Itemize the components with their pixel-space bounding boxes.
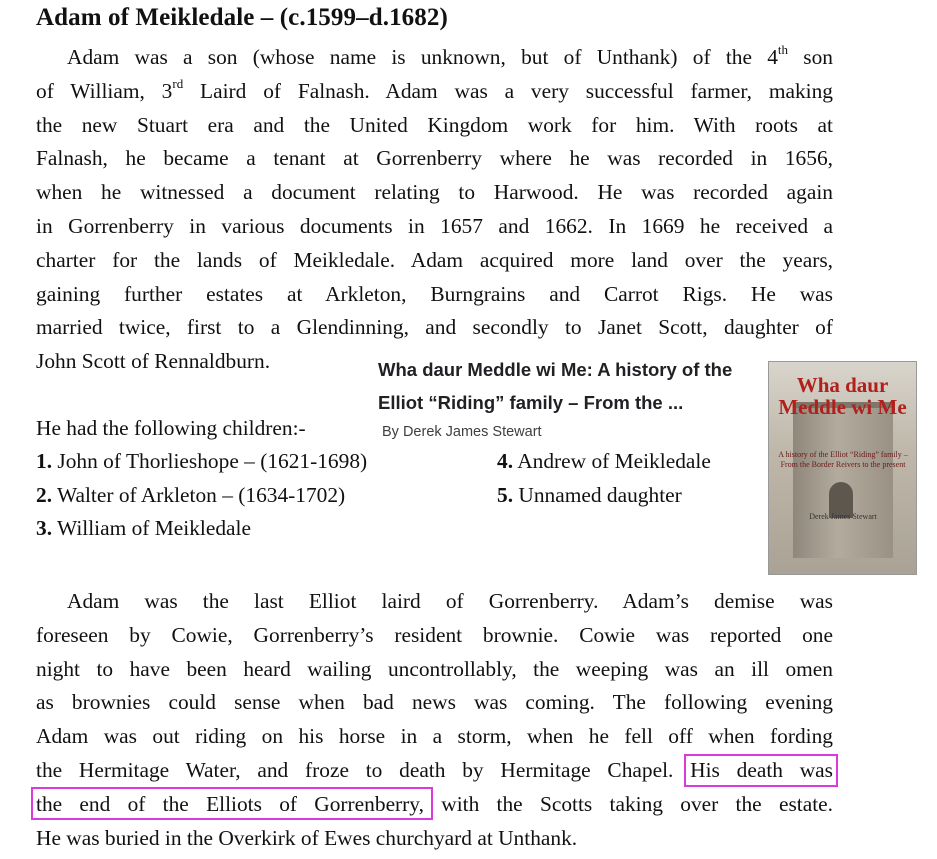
book-cover-image[interactable] — [768, 361, 917, 575]
intro-line: when he witnessed a document relating to Harwood. He was recorded again — [36, 180, 833, 205]
intro-line: the new Stuart era and the United Kingdom work for him. With roots at — [36, 112, 833, 137]
intro-line: charter for the lands of Meikledale. Adam acquired more land over the years, — [36, 247, 833, 272]
closing-line: as brownies could sense when bad news was coming. The following evening — [36, 690, 833, 715]
book-preview-title[interactable]: Wha daur Meddle wi Me: A history of the Elliot “Riding” family – From the ... — [378, 359, 733, 413]
intro-paragraph — [36, 41, 833, 379]
cover-author: Derek James Stewart — [809, 512, 877, 521]
child-item: 5. Unnamed daughter — [497, 483, 682, 507]
closing-line: night to have been heard wailing uncontrollably, the weeping was an ill omen — [36, 656, 833, 681]
highlighted-text: His death was — [690, 757, 834, 782]
intro-line: in Gorrenberry in various documents in 1657 and 1662. In 1669 he received a — [36, 213, 833, 238]
closing-line: foreseen by Cowie, Gorrenberry’s resident brownie. Cowie was reported one — [36, 622, 833, 647]
children-intro: He had the following children:- — [36, 416, 306, 440]
closing-paragraph — [36, 585, 833, 855]
child-item: 2. Walter of Arkleton – (1634-1702) — [36, 483, 346, 507]
closing-line: the Hermitage Water, and froze to death by Hermitage Chapel. His death was — [36, 757, 834, 782]
book-preview-author: By Derek James Stewart — [382, 424, 542, 440]
intro-line: Falnash, he became a tenant at Gorrenberry where he was recorded in 1656, — [36, 146, 833, 171]
intro-line: gaining further estates at Arkleton, Burngrains and Carrot Rigs. He was — [36, 281, 833, 306]
cover-tower-illustration — [793, 402, 893, 558]
intro-line: John Scott of Rennaldburn. — [36, 349, 271, 374]
cover-title: Wha daur Meddle wi Me — [778, 373, 907, 419]
child-item: 3. William of Meikledale — [36, 516, 251, 540]
closing-line: the end of the Elliots of Gorrenberry, with the Scotts taking over the estate. — [36, 791, 833, 816]
closing-line: Adam was out riding on his horse in a storm, when he fell off when fording — [36, 724, 833, 749]
child-item: 1. John of Thorlieshope – (1621-1698) — [36, 449, 368, 473]
intro-line: of William, 3rd Laird of Falnash. Adam was a very successful farmer, making — [36, 75, 833, 103]
intro-line: Adam was a son (whose name is unknown, but of Unthank) of the 4th son — [67, 41, 833, 69]
closing-line: He was buried in the Overkirk of Ewes churchyard at Unthank. — [36, 825, 578, 850]
child-item: 4. Andrew of Meikledale — [497, 449, 711, 473]
closing-line: Adam was the last Elliot laird of Gorrenberry. Adam’s demise was — [67, 589, 833, 613]
intro-line: married twice, first to a Glendinning, and secondly to Janet Scott, daughter of — [36, 315, 833, 340]
page-title: Adam of Meikledale – (c.1599–d.1682) — [36, 4, 448, 31]
highlighted-text: the end of the Elliots of Gorrenberry, — [36, 791, 424, 816]
cover-subtitle: A history of the Elliot “Riding” family – From the Border Reivers to the present — [778, 450, 908, 469]
